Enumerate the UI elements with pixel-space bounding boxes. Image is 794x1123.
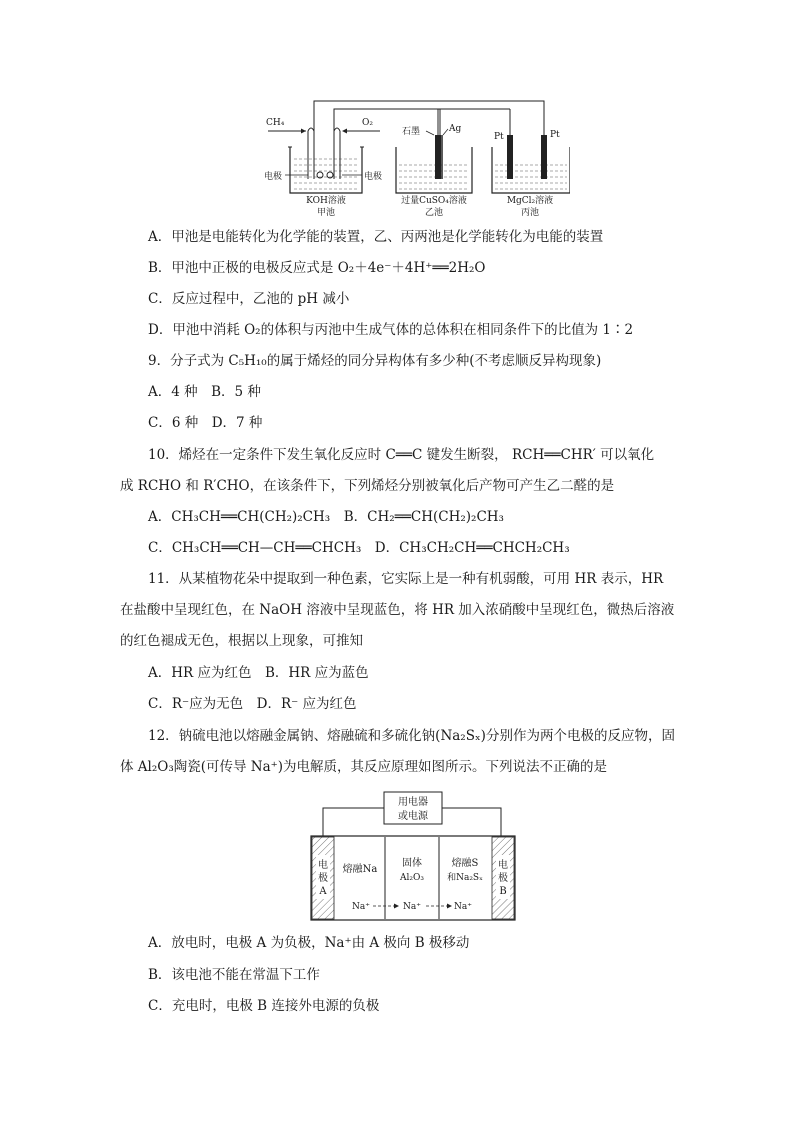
electrode-a-char3: A (319, 886, 327, 897)
electrode-a-char1: 电 (318, 860, 328, 871)
q10-stem-line2: 成 RCHO 和 R′CHO，在该条件下，下列烯烃分别被氧化后产物可产生乙二醛的是 (120, 478, 615, 494)
q11-stem-line1: 11．从某植物花朵中提取到一种色素，它实际上是一种有机弱酸，可用 HR 表示，HR (148, 571, 664, 587)
cell-yi-label: 乙池 (424, 208, 444, 218)
cell-bing-label: 丙池 (520, 208, 540, 218)
electrochem-cells-figure (250, 95, 570, 220)
q9-stem: 9．分子式为 C₅H₁₀的属于烯烃的同分异构体有多少种(不考虑顺反异构现象) (148, 353, 602, 369)
q12-stem-line1: 12．钠硫电池以熔融金属钠、熔融硫和多硫化钠(Na₂Sₓ)分别作为两个电极的反应物，固 (148, 728, 675, 744)
pt-left-label: Pt (494, 132, 504, 142)
mgcl2-label: MgCl₂溶液 (506, 196, 554, 206)
q10-options-cd: C．CH₃CH══CH—CH══CHCH₃ D．CH₃CH₂CH══CHCH₂CH₃ (148, 540, 570, 556)
pt-right-label: Pt (550, 130, 560, 140)
electrode-b-char2: 极 (498, 873, 508, 884)
q8-option-a: A．甲池是电能转化为化学能的装置，乙、丙两池是化学能转化为电能的装置 (148, 229, 604, 245)
o2-label: O₂ (362, 118, 373, 128)
q12-option-a: A．放电时，电极 A 为负极，Na⁺由 A 极向 B 极移动 (148, 935, 470, 951)
koh-label: KOH溶液 (306, 196, 346, 206)
q12-stem-line2: 体 Al₂O₃陶瓷(可传导 Na⁺)为电解质，其反应原理如图所示。下列说法不正确的是 (120, 759, 608, 775)
q11-options-ab: A．HR 应为红色 B．HR 应为蓝色 (148, 665, 369, 681)
ag-label: Ag (449, 124, 462, 134)
cell-jia-label: 甲池 (316, 208, 336, 218)
q12-option-c: C．充电时，电极 B 连接外电源的负极 (148, 998, 380, 1014)
q11-options-cd: C．R⁻应为无色 D．R⁻ 应为红色 (148, 696, 357, 712)
molten-s-label-line1: 熔融S (451, 858, 479, 869)
graphite-label: 石墨 (402, 127, 421, 137)
q11-stem-line3: 的红色褪成无色，根据以上现象，可推知 (120, 633, 363, 649)
na-ion-label-2: Na⁺ (403, 902, 421, 912)
cell-bing (492, 130, 570, 218)
solid-label-line2: Al₂O₃ (400, 873, 424, 883)
q8-option-c: C．反应过程中，乙池的 pH 减小 (148, 291, 350, 307)
na-ion-label-1: Na⁺ (352, 902, 370, 912)
ch4-label: CH₄ (266, 118, 285, 128)
electrode-right-label: 电极 (364, 172, 383, 182)
molten-na-label: 熔融Na (342, 864, 378, 875)
na-ion-label-3: Na⁺ (454, 902, 472, 912)
device-label-line1: 用电器 (398, 797, 428, 808)
electrode-b-char3: B (499, 886, 507, 897)
sodium-sulfur-battery-figure (305, 790, 521, 922)
solid-label-line1: 固体 (402, 858, 422, 869)
electrode-b-char1: 电 (498, 860, 508, 871)
q9-options-cd: C．6 种 D．7 种 (148, 415, 263, 431)
q10-options-ab: A．CH₃CH══CH(CH₂)₂CH₃ B．CH₂══CH(CH₂)₂CH₃ (148, 509, 504, 525)
device-label-line2: 或电源 (398, 811, 428, 822)
q11-stem-line2: 在盐酸中呈现红色，在 NaOH 溶液中呈现蓝色，将 HR 加入浓硝酸中呈现红色，微热后溶液 (120, 602, 675, 618)
q10-stem-line1: 10．烯烃在一定条件下发生氧化反应时 C══C 键发生断裂， RCH══CHR′ 可以氧化 (148, 447, 655, 463)
cuso4-label: 过量CuSO₄溶液 (401, 196, 467, 206)
cell-jia (264, 118, 382, 218)
cell-yi (396, 124, 472, 218)
q12-option-b: B．该电池不能在常温下工作 (148, 967, 320, 983)
q8-option-b: B．甲池中正极的电极反应式是 O₂＋4e⁻＋4H⁺══2H₂O (148, 260, 486, 276)
molten-s-label-line2: 和Na₂Sₓ (447, 873, 483, 883)
electrode-left-label: 电极 (264, 172, 283, 182)
q9-options-ab: A．4 种 B．5 种 (148, 384, 261, 400)
electrode-a-char2: 极 (318, 873, 328, 884)
q8-option-d: D．甲池中消耗 O₂的体积与丙池中生成气体的总体积在相同条件下的比值为 1∶2 (148, 322, 634, 338)
